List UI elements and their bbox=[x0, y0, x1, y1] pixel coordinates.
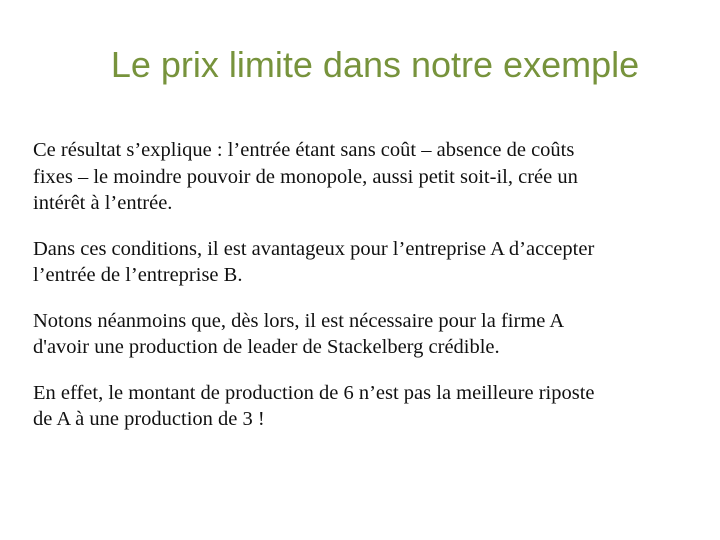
text-line: intérêt à l’entrée. bbox=[33, 192, 173, 214]
text-line: de A à une production de 3 ! bbox=[33, 408, 265, 430]
text-line: Notons néanmoins que, dès lors, il est nécessaire pour la firme A bbox=[33, 309, 565, 332]
text-line: d'avoir une production de leader de Stackelberg crédible. bbox=[33, 336, 500, 358]
paragraph-stackelberg bbox=[33, 308, 703, 361]
slide-body bbox=[33, 137, 703, 452]
text-line: Ce résultat s’explique : l’entrée étant sans coût – absence de coûts bbox=[33, 139, 575, 161]
text-line: fixes – le moindre pouvoir de monopole, aussi petit soit-il, crée un bbox=[33, 165, 578, 188]
paragraph-explanation bbox=[33, 137, 703, 217]
paragraph-conditions bbox=[33, 236, 703, 289]
text-line: Dans ces conditions, il est avantageux pour l’entreprise A d’accepter bbox=[33, 237, 595, 260]
paragraph-riposte bbox=[33, 380, 703, 433]
text-line: l’entrée de l’entreprise B. bbox=[33, 264, 243, 286]
text-line: En effet, le montant de production de 6 n’est pas la meilleure riposte bbox=[33, 381, 595, 404]
slide-title: Le prix limite dans notre exemple bbox=[110, 44, 640, 85]
